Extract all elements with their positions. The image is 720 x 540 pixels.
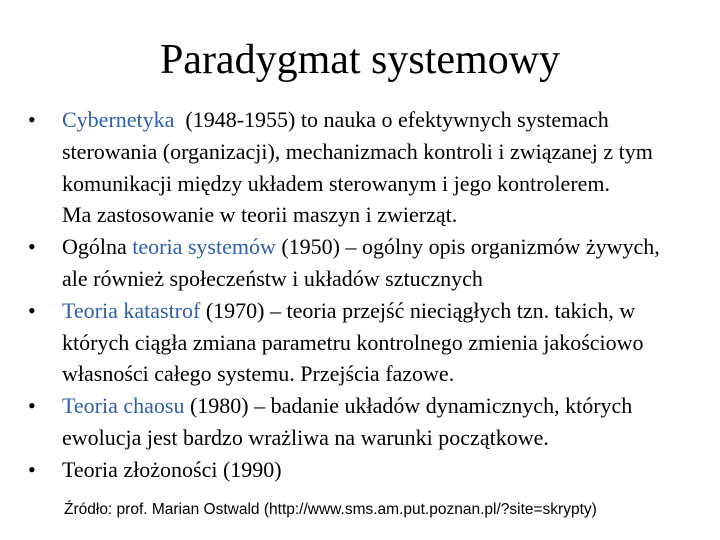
bullet-line: Ma zastosowanie w teorii maszyn i zwierząt. xyxy=(62,202,458,228)
term-teoria-chaosu: Teoria chaosu xyxy=(62,393,185,419)
bullet-cybernetyka xyxy=(0,104,720,231)
bullet-text: (1980) – badanie układów dynamicznych, których xyxy=(184,393,633,419)
bullet-marker: • xyxy=(28,456,36,482)
bullet-line: własności całego systemu. Przejścia fazowe. xyxy=(62,361,455,387)
bullet-marker: • xyxy=(28,297,36,323)
slide-title: Paradygmat systemowy xyxy=(159,37,561,83)
bullet-marker: • xyxy=(28,107,36,132)
bullet-text: (1950) – ogólny opis organizmów żywych, xyxy=(275,234,660,260)
bullet-line: sterowania (organizacji), mechanizmach kontroli i związanej z tym xyxy=(62,138,653,164)
term-teoria-systemow: teoria systemów xyxy=(132,234,276,260)
bullet-line xyxy=(62,231,720,263)
bullet-text: Ogólna xyxy=(62,234,133,260)
bullet-line: ale również społeczeństw i układów sztucznych xyxy=(62,265,483,291)
bullet-line: których ciągła zmiana parametru kontrolnego zmienia jakościowo xyxy=(62,329,644,355)
term-cybernetyka: Cybernetyka xyxy=(62,107,175,132)
term-teoria-katastrof: Teoria katastrof xyxy=(62,297,201,323)
bullet-teoria-systemow xyxy=(0,231,720,295)
source-citation: Źródło: prof. Marian Ostwald (http://www.sms.am.put.poznan.pl/?site=skrypty) xyxy=(64,501,597,518)
bullet-line xyxy=(62,390,720,422)
bullet-marker: • xyxy=(28,393,36,419)
bullet-teoria-katastrof xyxy=(0,295,720,390)
bullet-text: (1970) – teoria przejść nieciągłych tzn. takich, w xyxy=(200,297,636,323)
bullet-line: komunikacji między układem sterowanym i jego kontrolerem. xyxy=(62,170,611,196)
bullet-marker: • xyxy=(28,234,36,260)
bullet-line xyxy=(62,295,720,327)
bullet-line: ewolucja jest bardzo wrażliwa na warunki początkowe. xyxy=(62,424,549,450)
bullet-teoria-zlozonosci xyxy=(0,454,720,486)
bullet-text: (1948-1955) to nauka o efektywnych systemach xyxy=(174,107,609,132)
bullet-line xyxy=(62,104,720,136)
bullet-line: Teoria złożoności (1990) xyxy=(62,456,282,482)
bullet-teoria-chaosu xyxy=(0,390,720,454)
bullet-list xyxy=(0,104,720,486)
